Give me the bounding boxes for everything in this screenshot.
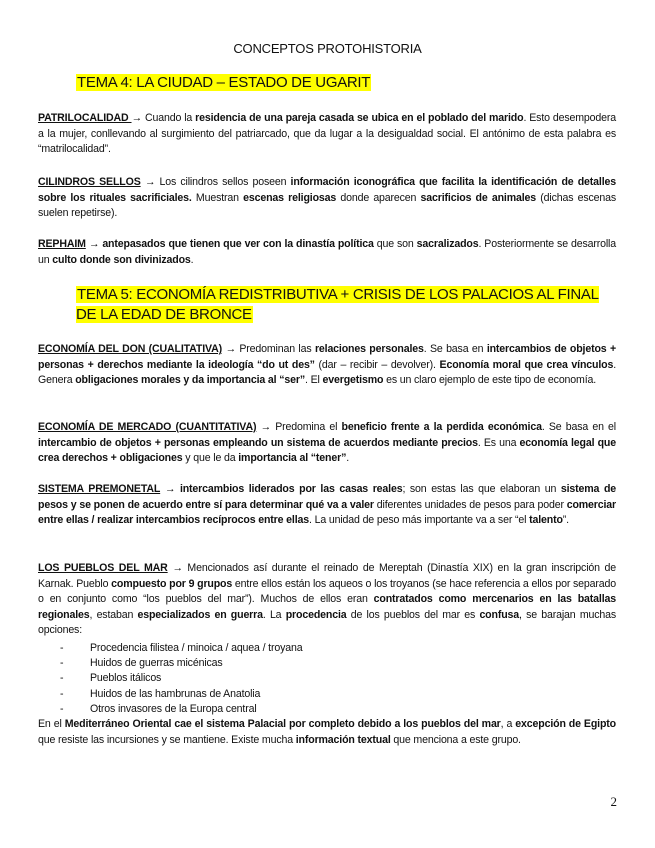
text-segment: . La unidad de peso más importante va a ser “el: [309, 514, 530, 527]
list-item: - Huidos de las hambrunas de Anatolia: [60, 687, 302, 702]
text-segment: ; son estas las que elaboran un: [402, 483, 561, 495]
text-segment: . Posteriormente se desarrolla un: [38, 238, 616, 266]
term-label: REPHAIM: [38, 238, 86, 250]
bold-text: escenas religiosas: [243, 191, 337, 204]
bold-text: procedencia: [285, 608, 347, 621]
text-segment: donde aparecen: [336, 191, 421, 204]
bold-text: Mediterráneo Oriental cae el sistema Palacial por completo debido a los pueblos del mar: [64, 718, 501, 730]
heading-tema-5: [76, 285, 616, 325]
text-segment: , a: [500, 718, 516, 730]
list-item: - Pueblos itálicos: [60, 671, 302, 686]
text-segment: . Se basa en el: [541, 421, 616, 433]
text-segment: → Cuando la: [131, 112, 196, 124]
heading-tema-4: [76, 73, 376, 93]
text-segment: →: [85, 238, 103, 250]
term-label: LOS PUEBLOS DEL MAR: [38, 562, 168, 574]
text-segment: que menciona a este grupo.: [390, 733, 521, 746]
text-segment: es un claro ejemplo de este tipo de economía.: [383, 374, 597, 387]
term-label: CILINDROS SELLOS: [38, 176, 141, 188]
bold-text: confusa: [479, 608, 520, 621]
paragraph-economia-de-mercado: [38, 420, 616, 467]
text-segment: En el: [38, 718, 65, 730]
bold-text: contratados como mercenarios en las batallas regionales: [38, 593, 616, 621]
bold-text: información iconográfica que facilita la identificación de detalles sobre los rituales sacrificiales.: [38, 176, 616, 204]
text-segment: . Genera: [38, 358, 616, 387]
term-label: PATRILOCALIDAD: [38, 112, 132, 124]
bold-text: intercambios liderados por las casas reales: [179, 483, 403, 495]
text-segment: Muestran: [191, 191, 244, 204]
paragraph-pueblos-del-mar: [38, 561, 616, 639]
bold-text: excepción de Egipto: [515, 718, 616, 730]
text-segment: que son: [373, 238, 417, 250]
text-segment: . Esto desempodera a la mujer, conllevando al surgimiento del patriarcado, que da lugar a la desigualdad social. El antónimo de esta palabra es “matrilocalidad”.: [38, 112, 617, 156]
text-segment: →: [160, 483, 180, 495]
document-title: CONCEPTOS PROTOHISTORIA: [233, 41, 422, 56]
bold-text: intercambio de objetos + personas empleando un sistema de acuerdos mediante precios: [38, 436, 478, 449]
origins-list: [60, 641, 302, 717]
bold-text: obligaciones morales y da importancia al “ser”: [75, 374, 306, 387]
text-segment: (dichas escenas suelen repetirse).: [38, 191, 616, 220]
text-segment: (dar – recibir – devolver).: [314, 358, 440, 371]
text-segment: , se barajan muchas opciones:: [38, 608, 617, 637]
text-segment: ”.: [562, 514, 569, 527]
text-segment: → Predominan las: [222, 343, 315, 355]
text-segment: .: [190, 253, 194, 266]
text-segment: de los pueblos del mar es: [346, 608, 480, 621]
bold-text: información textual: [295, 733, 391, 746]
term-label: ECONOMÍA DE MERCADO (CUANTITATIVA): [38, 421, 257, 433]
text-segment: . Se basa en: [423, 343, 487, 355]
bold-text: sacralizados: [416, 238, 479, 250]
text-segment: diferentes unidades de pesos para poder: [373, 498, 567, 511]
bold-text: sacrificios de animales: [420, 191, 536, 204]
text-segment: → Mencionados así durante el reinado de Mereptah (Dinastía XIX) en la gran inscripción de Karnak. Pueblo: [38, 562, 617, 590]
list-item: - Huidos de guerras micénicas: [60, 656, 302, 671]
bold-text: residencia de una pareja casada se ubica en el poblado del marido: [195, 112, 524, 124]
bold-text: economía legal que crea derechos + obligaciones: [38, 436, 616, 465]
text-segment: entre ellos están los aqueos o los troyanos (se hace referencia a ellos por separado o en conjunto como “los pueblos del mar”). Muchos de ellos eran: [38, 577, 616, 606]
bold-text: intercambios de objetos + personas + derechos mediante la ideología “do ut des”: [38, 343, 616, 371]
paragraph-sistema-premonetal: [38, 482, 616, 529]
bold-text: importancia al “tener”: [238, 452, 347, 465]
bold-text: talento: [529, 514, 563, 527]
paragraph-cilindros-sellos: [38, 175, 616, 222]
paragraph-mediterraneo-oriental: [38, 717, 616, 748]
bold-text: comerciar entre ellas / realizar intercambios recíprocos entre ellas: [38, 498, 617, 527]
paragraph-economia-del-don: [38, 342, 616, 389]
page-number: 2: [610, 794, 617, 809]
bold-text: evergetismo: [322, 374, 384, 387]
bold-text: relaciones personales: [314, 343, 424, 355]
text-segment: que resiste las incursiones y se mantiene. Existe mucha: [38, 733, 296, 746]
term-label: ECONOMÍA DEL DON (CUALITATIVA): [38, 343, 222, 355]
bold-text: compuesto por 9 grupos: [111, 577, 233, 590]
paragraph-patrilocalidad: [38, 111, 616, 158]
text-segment: y que le da: [182, 452, 239, 465]
text-segment: .: [346, 452, 350, 465]
list-item: - Procedencia filistea / minoica / aquea / troyana: [60, 641, 302, 656]
text-segment: . El: [305, 374, 323, 387]
text-segment: → Los cilindros sellos poseen: [140, 176, 291, 188]
bold-text: Economía moral que crea vínculos: [439, 358, 614, 371]
text-segment: , estaban: [89, 608, 138, 621]
bold-text: antepasados que tienen que ver con la dinastía política: [102, 238, 374, 250]
bold-text: beneficio frente a la perdida económica: [341, 421, 542, 433]
bold-text: especializados en guerra: [137, 608, 263, 621]
list-item: - Otros invasores de la Europa central: [60, 702, 302, 717]
bold-text: sistema de pesos y se ponen de acuerdo entre sí para determinar qué va a valer: [38, 483, 617, 511]
heading-tema-4-text: TEMA 4: LA CIUDAD – ESTADO DE UGARIT: [77, 74, 371, 91]
text-segment: → Predomina el: [256, 421, 342, 433]
text-segment: . La: [262, 608, 286, 621]
text-segment: . Es una: [477, 436, 520, 449]
term-label: SISTEMA PREMONETAL: [38, 483, 161, 495]
bold-text: culto donde son divinizados: [52, 253, 191, 266]
heading-tema-5-text: TEMA 5: ECONOMÍA REDISTRIBUTIVA + CRISIS DE LOS PALACIOS AL FINAL DE LA EDAD DE BRONCE: [76, 286, 599, 323]
paragraph-rephaim: [38, 237, 616, 268]
